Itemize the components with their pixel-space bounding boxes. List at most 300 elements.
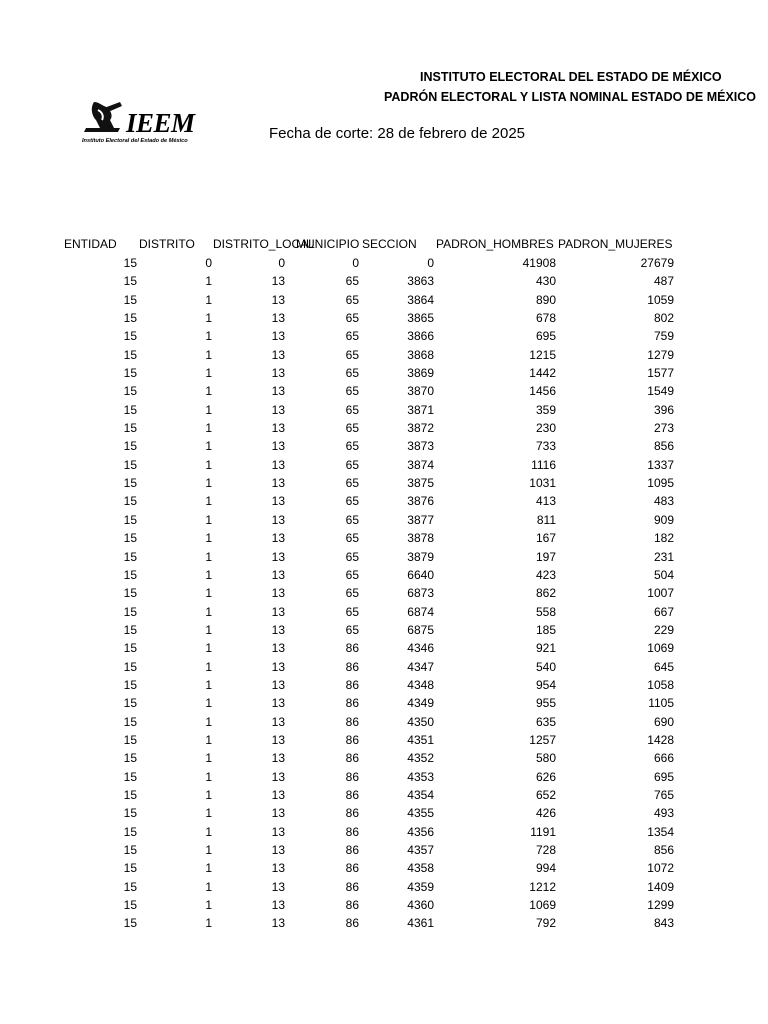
cell-municipio: 65 (345, 292, 359, 307)
cell-distrito-local: 13 (271, 494, 285, 509)
cell-seccion: 6874 (407, 604, 434, 619)
cell-entidad: 15 (123, 274, 137, 289)
table-row (0, 659, 768, 677)
cell-padron-mujeres: 759 (653, 329, 674, 344)
cell-municipio: 65 (345, 384, 359, 399)
cell-distrito-local: 13 (271, 457, 285, 472)
cell-distrito: 1 (205, 366, 212, 381)
cell-distrito-local: 13 (271, 732, 285, 747)
cell-distrito-local: 13 (271, 769, 285, 784)
cell-municipio: 65 (345, 494, 359, 509)
cell-padron-mujeres: 666 (653, 751, 674, 766)
cell-padron-mujeres: 695 (653, 769, 674, 784)
cell-entidad: 15 (123, 494, 137, 509)
cell-padron-mujeres: 1072 (647, 861, 674, 876)
cell-distrito: 1 (205, 531, 212, 546)
cell-municipio: 65 (345, 347, 359, 362)
table-row (0, 677, 768, 695)
cell-municipio: 86 (345, 696, 359, 711)
cell-padron-mujeres: 690 (653, 714, 674, 729)
cell-entidad: 15 (123, 292, 137, 307)
cell-entidad: 15 (123, 549, 137, 564)
table-row (0, 769, 768, 787)
table-row (0, 750, 768, 768)
cell-distrito: 1 (205, 769, 212, 784)
cell-entidad: 15 (123, 916, 137, 931)
cell-entidad: 15 (123, 512, 137, 527)
cell-padron-hombres: 1031 (529, 476, 556, 491)
cell-seccion: 3871 (407, 402, 434, 417)
table-row (0, 640, 768, 658)
cell-distrito-local: 13 (271, 384, 285, 399)
cell-distrito-local: 13 (271, 714, 285, 729)
cell-padron-mujeres: 1059 (647, 292, 674, 307)
cell-entidad: 15 (123, 751, 137, 766)
table-row (0, 897, 768, 915)
cell-padron-mujeres: 1409 (647, 879, 674, 894)
cell-seccion: 3863 (407, 274, 434, 289)
cell-padron-hombres: 1442 (529, 366, 556, 381)
cell-seccion: 4359 (407, 879, 434, 894)
cell-municipio: 86 (345, 769, 359, 784)
table-row (0, 273, 768, 291)
cell-seccion: 4353 (407, 769, 434, 784)
cell-distrito: 1 (205, 384, 212, 399)
cell-distrito: 1 (205, 292, 212, 307)
cell-municipio: 65 (345, 329, 359, 344)
cell-distrito: 1 (205, 677, 212, 692)
table-row (0, 695, 768, 713)
cell-municipio: 65 (345, 604, 359, 619)
cell-distrito: 1 (205, 696, 212, 711)
cell-padron-hombres: 695 (535, 329, 556, 344)
cell-distrito: 1 (205, 494, 212, 509)
cell-distrito-local: 13 (271, 677, 285, 692)
table-row (0, 915, 768, 933)
cell-padron-mujeres: 493 (653, 806, 674, 821)
cell-entidad: 15 (123, 861, 137, 876)
cell-distrito-local: 13 (271, 879, 285, 894)
cell-entidad: 15 (123, 347, 137, 362)
cell-padron-hombres: 426 (535, 806, 556, 821)
col-header-municipio: MUNICIPIO (296, 237, 360, 251)
cell-entidad: 15 (123, 311, 137, 326)
cell-distrito-local: 13 (271, 604, 285, 619)
cell-seccion: 3864 (407, 292, 434, 307)
table-row (0, 438, 768, 456)
cell-seccion: 3874 (407, 457, 434, 472)
cell-padron-mujeres: 1007 (647, 586, 674, 601)
cell-distrito: 1 (205, 732, 212, 747)
cell-padron-hombres: 430 (535, 274, 556, 289)
cell-padron-hombres: 1116 (531, 457, 556, 472)
table-row (0, 493, 768, 511)
table-row (0, 420, 768, 438)
cell-entidad: 15 (123, 696, 137, 711)
cell-distrito-local: 13 (271, 696, 285, 711)
cell-municipio: 65 (345, 586, 359, 601)
cell-seccion: 4348 (407, 677, 434, 692)
cell-padron-hombres: 197 (535, 549, 556, 564)
cell-seccion: 6640 (407, 567, 434, 582)
cell-padron-mujeres: 231 (653, 549, 674, 564)
cell-seccion: 3866 (407, 329, 434, 344)
cell-entidad: 15 (123, 787, 137, 802)
cell-padron-hombres: 558 (535, 604, 556, 619)
cell-padron-mujeres: 1095 (647, 476, 674, 491)
cell-municipio: 65 (345, 476, 359, 491)
cell-padron-hombres: 728 (535, 843, 556, 857)
cell-municipio: 86 (345, 843, 359, 857)
logo-emblem-icon (80, 98, 130, 138)
table-row (0, 475, 768, 493)
cell-padron-hombres: 921 (535, 641, 556, 656)
cell-entidad: 15 (123, 641, 137, 656)
cell-distrito: 1 (205, 457, 212, 472)
cell-municipio: 65 (345, 512, 359, 527)
cell-padron-mujeres: 645 (653, 659, 674, 674)
cell-distrito: 1 (205, 439, 212, 454)
cell-entidad: 15 (123, 879, 137, 894)
cell-distrito: 1 (205, 512, 212, 527)
cell-seccion: 3865 (407, 311, 434, 326)
table-row (0, 622, 768, 640)
cell-padron-mujeres: 483 (653, 494, 674, 509)
col-header-padron-hombres: PADRON_HOMBRES (436, 237, 554, 251)
cell-municipio: 86 (345, 732, 359, 747)
cell-municipio: 86 (345, 824, 359, 839)
table-row (0, 457, 768, 475)
cell-padron-hombres: 890 (535, 292, 556, 307)
title-line-2: PADRÓN ELECTORAL Y LISTA NOMINAL ESTADO DE MÉXICO (384, 90, 757, 104)
cell-distrito-local: 0 (278, 256, 285, 270)
cell-distrito: 1 (205, 604, 212, 619)
cell-seccion: 0 (427, 256, 434, 270)
cell-distrito-local: 13 (271, 916, 285, 931)
cell-distrito: 1 (205, 311, 212, 326)
cell-padron-mujeres: 1279 (647, 347, 674, 362)
cell-distrito: 1 (205, 916, 212, 931)
cell-distrito-local: 13 (271, 824, 285, 839)
cell-padron-hombres: 1212 (529, 879, 556, 894)
cell-distrito-local: 13 (271, 311, 285, 326)
cell-distrito-local: 13 (271, 861, 285, 876)
cell-entidad: 15 (123, 806, 137, 821)
cell-padron-mujeres: 909 (653, 512, 674, 527)
cell-entidad: 15 (123, 256, 137, 270)
cell-seccion: 4361 (407, 916, 434, 931)
cell-municipio: 86 (345, 751, 359, 766)
table-row (0, 255, 768, 273)
cell-padron-mujeres: 1428 (647, 732, 674, 747)
cell-seccion: 3878 (407, 531, 434, 546)
cell-padron-hombres: 413 (535, 494, 556, 509)
cell-entidad: 15 (123, 586, 137, 601)
col-header-distrito: DISTRITO (139, 237, 195, 251)
cell-distrito: 1 (205, 806, 212, 821)
cell-entidad: 15 (123, 898, 137, 913)
cell-distrito: 1 (205, 329, 212, 344)
cell-padron-hombres: 167 (535, 531, 556, 546)
cell-municipio: 86 (345, 916, 359, 931)
cell-entidad: 15 (123, 384, 137, 399)
cell-distrito-local: 13 (271, 402, 285, 417)
cell-distrito: 0 (205, 256, 212, 270)
cell-entidad: 15 (123, 329, 137, 344)
cell-distrito: 1 (205, 898, 212, 913)
table-row (0, 512, 768, 530)
cell-seccion: 4356 (407, 824, 434, 839)
cell-padron-mujeres: 856 (653, 843, 674, 857)
cell-seccion: 4357 (407, 843, 434, 857)
cutoff-date: Fecha de corte: 28 de febrero de 2025 (269, 125, 526, 142)
cell-municipio: 65 (345, 311, 359, 326)
cell-seccion: 4347 (407, 659, 434, 674)
title-line-1: INSTITUTO ELECTORAL DEL ESTADO DE MÉXICO (420, 70, 722, 84)
cell-entidad: 15 (123, 421, 137, 436)
cell-entidad: 15 (123, 402, 137, 417)
cell-entidad: 15 (123, 476, 137, 491)
cell-padron-mujeres: 396 (653, 402, 674, 417)
cell-padron-hombres: 954 (535, 677, 556, 692)
logo-wordmark: IEEM (126, 108, 195, 138)
table-row (0, 824, 768, 842)
table-row (0, 732, 768, 750)
cell-distrito: 1 (205, 824, 212, 839)
cell-municipio: 65 (345, 531, 359, 546)
cell-padron-hombres: 792 (535, 916, 556, 931)
cell-seccion: 3876 (407, 494, 434, 509)
cell-padron-mujeres: 1069 (647, 641, 674, 656)
ieem-logo (80, 98, 212, 148)
cell-padron-mujeres: 802 (653, 311, 674, 326)
cell-municipio: 65 (345, 439, 359, 454)
cell-entidad: 15 (123, 622, 137, 637)
table-row (0, 714, 768, 732)
cell-seccion: 4351 (407, 732, 434, 747)
cell-entidad: 15 (123, 714, 137, 729)
cell-padron-mujeres: 1549 (647, 384, 674, 399)
table-row (0, 402, 768, 420)
cell-entidad: 15 (123, 439, 137, 454)
cell-padron-mujeres: 765 (653, 787, 674, 802)
cell-padron-hombres: 733 (535, 439, 556, 454)
cell-padron-hombres: 1257 (529, 732, 556, 747)
cell-distrito: 1 (205, 622, 212, 637)
cell-distrito-local: 13 (271, 329, 285, 344)
data-table (0, 255, 768, 934)
cell-distrito-local: 13 (271, 622, 285, 637)
cell-municipio: 86 (345, 641, 359, 656)
cell-distrito-local: 13 (271, 476, 285, 491)
cell-municipio: 65 (345, 567, 359, 582)
cell-entidad: 15 (123, 604, 137, 619)
table-row (0, 328, 768, 346)
table-row (0, 365, 768, 383)
cell-distrito: 1 (205, 586, 212, 601)
cell-padron-hombres: 626 (535, 769, 556, 784)
cell-entidad: 15 (123, 843, 137, 857)
cell-padron-hombres: 580 (535, 751, 556, 766)
cell-entidad: 15 (123, 769, 137, 784)
cell-distrito-local: 13 (271, 586, 285, 601)
cell-padron-hombres: 41908 (522, 256, 556, 270)
cell-padron-mujeres: 1058 (647, 677, 674, 692)
cell-padron-mujeres: 504 (653, 567, 674, 582)
table-row (0, 585, 768, 603)
cell-seccion: 4354 (407, 787, 434, 802)
cell-distrito-local: 13 (271, 366, 285, 381)
cell-padron-hombres: 811 (536, 512, 556, 527)
cell-distrito: 1 (205, 843, 212, 857)
cell-seccion: 3870 (407, 384, 434, 399)
cell-seccion: 3879 (407, 549, 434, 564)
table-row (0, 292, 768, 310)
cell-distrito-local: 13 (271, 806, 285, 821)
cell-padron-mujeres: 273 (653, 421, 674, 436)
cell-seccion: 4346 (407, 641, 434, 656)
cell-distrito-local: 13 (271, 347, 285, 362)
cell-distrito-local: 13 (271, 659, 285, 674)
table-row (0, 530, 768, 548)
cell-municipio: 86 (345, 861, 359, 876)
cell-padron-mujeres: 667 (653, 604, 674, 619)
cell-municipio: 86 (345, 659, 359, 674)
cell-entidad: 15 (123, 732, 137, 747)
cell-municipio: 65 (345, 549, 359, 564)
cell-municipio: 86 (345, 879, 359, 894)
cell-distrito: 1 (205, 751, 212, 766)
cell-seccion: 3875 (407, 476, 434, 491)
table-row (0, 879, 768, 897)
cell-distrito: 1 (205, 787, 212, 802)
cell-seccion: 4350 (407, 714, 434, 729)
cell-entidad: 15 (123, 366, 137, 381)
cell-municipio: 86 (345, 714, 359, 729)
cell-seccion: 4355 (407, 806, 434, 821)
cell-distrito-local: 13 (271, 567, 285, 582)
cell-seccion: 6873 (407, 586, 434, 601)
cell-padron-mujeres: 487 (653, 274, 674, 289)
table-row (0, 383, 768, 401)
cell-entidad: 15 (123, 531, 137, 546)
cell-seccion: 3872 (407, 421, 434, 436)
table-row (0, 787, 768, 805)
cell-seccion: 4358 (407, 861, 434, 876)
cell-padron-hombres: 652 (535, 787, 556, 802)
cell-padron-hombres: 678 (535, 311, 556, 326)
cell-entidad: 15 (123, 567, 137, 582)
cell-entidad: 15 (123, 677, 137, 692)
cell-distrito-local: 13 (271, 292, 285, 307)
cell-distrito: 1 (205, 347, 212, 362)
cell-padron-mujeres: 27679 (640, 256, 674, 270)
cell-seccion: 4349 (407, 696, 434, 711)
cell-distrito-local: 13 (271, 421, 285, 436)
cell-distrito: 1 (205, 641, 212, 656)
cell-municipio: 65 (345, 366, 359, 381)
cell-distrito: 1 (205, 274, 212, 289)
cell-padron-hombres: 994 (535, 861, 556, 876)
cell-padron-mujeres: 1577 (647, 366, 674, 381)
cell-municipio: 65 (345, 274, 359, 289)
cell-seccion: 3877 (407, 512, 434, 527)
cell-entidad: 15 (123, 824, 137, 839)
cell-padron-hombres: 540 (535, 659, 556, 674)
cell-seccion: 3873 (407, 439, 434, 454)
cell-entidad: 15 (123, 457, 137, 472)
cell-padron-mujeres: 1354 (647, 824, 674, 839)
cell-padron-hombres: 230 (535, 421, 556, 436)
cell-padron-mujeres: 182 (653, 531, 674, 546)
cell-padron-hombres: 359 (535, 402, 556, 417)
cell-distrito-local: 13 (271, 787, 285, 802)
cell-padron-mujeres: 856 (653, 439, 674, 454)
cell-entidad: 15 (123, 659, 137, 674)
cell-distrito: 1 (205, 476, 212, 491)
cell-distrito-local: 13 (271, 531, 285, 546)
cell-padron-hombres: 423 (535, 567, 556, 582)
cell-padron-hombres: 185 (535, 622, 556, 637)
logo-subtitle: Instituto Electoral del Estado de México (82, 138, 188, 144)
cell-distrito-local: 13 (271, 641, 285, 656)
cell-distrito: 1 (205, 549, 212, 564)
cell-seccion: 6875 (407, 622, 434, 637)
cell-padron-hombres: 955 (535, 696, 556, 711)
cell-padron-hombres: 635 (535, 714, 556, 729)
cell-distrito: 1 (205, 861, 212, 876)
cell-distrito: 1 (205, 879, 212, 894)
col-header-padron-mujeres: PADRON_MUJERES (558, 237, 673, 251)
cell-padron-mujeres: 1337 (647, 457, 674, 472)
cell-padron-hombres: 862 (535, 586, 556, 601)
cell-padron-hombres: 1069 (529, 898, 556, 913)
cell-municipio: 65 (345, 421, 359, 436)
cell-municipio: 86 (345, 898, 359, 913)
col-header-seccion: SECCION (362, 237, 417, 251)
cell-distrito-local: 13 (271, 751, 285, 766)
table-row (0, 549, 768, 567)
table-row (0, 842, 768, 860)
cell-municipio: 65 (345, 622, 359, 637)
cell-distrito-local: 13 (271, 843, 285, 857)
cell-distrito-local: 13 (271, 274, 285, 289)
cell-seccion: 3869 (407, 366, 434, 381)
cell-seccion: 4360 (407, 898, 434, 913)
cell-padron-hombres: 1191 (530, 824, 556, 839)
cell-seccion: 4352 (407, 751, 434, 766)
cell-distrito: 1 (205, 659, 212, 674)
cell-distrito-local: 13 (271, 512, 285, 527)
cell-distrito: 1 (205, 714, 212, 729)
cell-distrito-local: 13 (271, 549, 285, 564)
table-row (0, 604, 768, 622)
cell-municipio: 86 (345, 787, 359, 802)
table-row (0, 860, 768, 878)
cell-padron-mujeres: 843 (653, 916, 674, 931)
table-row (0, 310, 768, 328)
table-row (0, 567, 768, 585)
col-header-entidad: ENTIDAD (64, 237, 117, 251)
cell-padron-mujeres: 1299 (647, 898, 674, 913)
cell-padron-mujeres: 1105 (648, 696, 674, 711)
cell-seccion: 3868 (407, 347, 434, 362)
cell-distrito-local: 13 (271, 439, 285, 454)
col-header-distrito-local: DISTRITO_LOCAL (213, 237, 315, 251)
table-row (0, 805, 768, 823)
cell-municipio: 65 (345, 402, 359, 417)
cell-distrito: 1 (205, 567, 212, 582)
